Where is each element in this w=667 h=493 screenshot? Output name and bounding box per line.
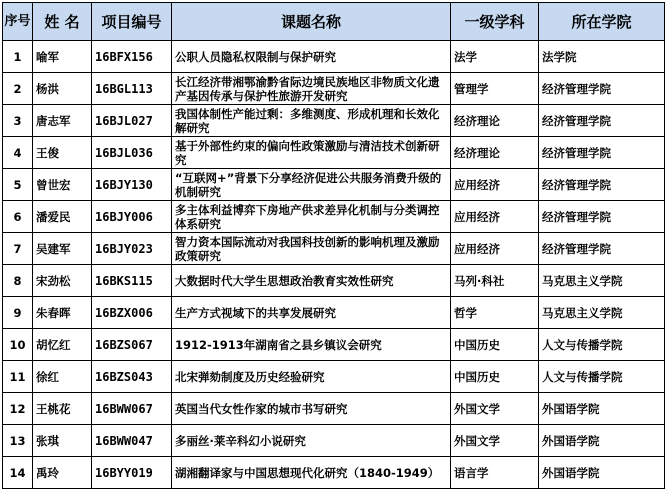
- cell-discipline: 中国历史: [451, 361, 539, 393]
- header-index: 序号: [3, 3, 33, 41]
- table-row: [3, 329, 665, 361]
- cell-college: 经济管理学院: [539, 201, 665, 233]
- cell-index: 11: [3, 361, 33, 393]
- cell-name: 朱春晖: [33, 297, 92, 329]
- cell-college: 人文与传播学院: [539, 329, 665, 361]
- cell-name: 唐志军: [33, 105, 92, 137]
- cell-project-title: 英国当代女性作家的城市书写研究: [172, 393, 451, 425]
- table-row: [3, 393, 665, 425]
- cell-name: 张琪: [33, 425, 92, 457]
- cell-college: 马克思主义学院: [539, 297, 665, 329]
- cell-discipline: 经济理论: [451, 137, 539, 169]
- table-row: [3, 265, 665, 297]
- cell-name: 潘爱民: [33, 201, 92, 233]
- cell-college: 经济管理学院: [539, 73, 665, 105]
- table-row: [3, 297, 665, 329]
- cell-discipline: 语言学: [451, 457, 539, 489]
- project-table: [2, 2, 665, 489]
- cell-index: 8: [3, 265, 33, 297]
- cell-discipline: 哲学: [451, 297, 539, 329]
- table-row: [3, 361, 665, 393]
- cell-index: 13: [3, 425, 33, 457]
- table-row: [3, 105, 665, 137]
- cell-discipline: 管理学: [451, 73, 539, 105]
- cell-project-title: 多丽丝·莱辛科幻小说研究: [172, 425, 451, 457]
- cell-project-title: 智力资本国际流动对我国科技创新的影响机理及激励政策研究: [172, 233, 451, 265]
- header-row: [3, 3, 665, 41]
- cell-discipline: 中国历史: [451, 329, 539, 361]
- cell-project-code: 16BGL113: [92, 73, 172, 105]
- cell-name: 王桃花: [33, 393, 92, 425]
- cell-index: 10: [3, 329, 33, 361]
- table-body: [3, 41, 665, 489]
- cell-project-title: 生产方式视域下的共享发展研究: [172, 297, 451, 329]
- cell-index: 4: [3, 137, 33, 169]
- table-row: [3, 457, 665, 489]
- header-discipline: 一级学科: [451, 3, 539, 41]
- cell-discipline: 外国文学: [451, 393, 539, 425]
- cell-project-code: 16BZS067: [92, 329, 172, 361]
- cell-index: 6: [3, 201, 33, 233]
- cell-college: 人文与传播学院: [539, 361, 665, 393]
- cell-discipline: 外国文学: [451, 425, 539, 457]
- table-row: [3, 233, 665, 265]
- cell-name: 禹玲: [33, 457, 92, 489]
- cell-index: 2: [3, 73, 33, 105]
- header-name: 姓 名: [33, 3, 92, 41]
- table-row: [3, 137, 665, 169]
- cell-discipline: 应用经济: [451, 169, 539, 201]
- cell-index: 1: [3, 41, 33, 73]
- cell-college: 外国语学院: [539, 425, 665, 457]
- cell-project-code: 16BWW067: [92, 393, 172, 425]
- cell-discipline: 马列·科社: [451, 265, 539, 297]
- cell-project-title: 我国体制性产能过剩：多维测度、形成机理和长效化解研究: [172, 105, 451, 137]
- cell-college: 经济管理学院: [539, 105, 665, 137]
- cell-name: 王俊: [33, 137, 92, 169]
- cell-project-title: 公职人员隐私权限制与保护研究: [172, 41, 451, 73]
- cell-project-code: 16BZX006: [92, 297, 172, 329]
- cell-name: 吴建军: [33, 233, 92, 265]
- table-row: [3, 73, 665, 105]
- cell-index: 9: [3, 297, 33, 329]
- cell-college: 经济管理学院: [539, 169, 665, 201]
- header-project-title: 课题名称: [172, 3, 451, 41]
- cell-project-title: 大数据时代大学生思想政治教育实效性研究: [172, 265, 451, 297]
- cell-index: 12: [3, 393, 33, 425]
- cell-project-title: 基于外部性约束的偏向性政策激励与清洁技术创新研究: [172, 137, 451, 169]
- cell-name: 胡忆红: [33, 329, 92, 361]
- cell-index: 3: [3, 105, 33, 137]
- cell-project-title: “互联网+”背景下分享经济促进公共服务消费升级的机制研究: [172, 169, 451, 201]
- cell-name: 曾世宏: [33, 169, 92, 201]
- cell-discipline: 法学: [451, 41, 539, 73]
- header-college: 所在学院: [539, 3, 665, 41]
- cell-name: 徐红: [33, 361, 92, 393]
- cell-discipline: 应用经济: [451, 233, 539, 265]
- cell-project-title: 湖湘翻译家与中国思想现代化研究（1840-1949）: [172, 457, 451, 489]
- cell-project-code: 16BJL036: [92, 137, 172, 169]
- cell-project-title: 北宋弹劾制度及历史经验研究: [172, 361, 451, 393]
- cell-project-code: 16BZS043: [92, 361, 172, 393]
- cell-name: 喻军: [33, 41, 92, 73]
- cell-college: 外国语学院: [539, 393, 665, 425]
- cell-college: 马克思主义学院: [539, 265, 665, 297]
- cell-project-title: 多主体利益博弈下房地产供求差异化机制与分类调控体系研究: [172, 201, 451, 233]
- cell-name: 宋劲松: [33, 265, 92, 297]
- cell-project-title: 1912-1913年湖南省之县乡镇议会研究: [172, 329, 451, 361]
- cell-project-code: 16BFX156: [92, 41, 172, 73]
- cell-college: 经济管理学院: [539, 233, 665, 265]
- table-row: [3, 169, 665, 201]
- table-row: [3, 425, 665, 457]
- cell-index: 5: [3, 169, 33, 201]
- cell-discipline: 经济理论: [451, 105, 539, 137]
- cell-project-code: 16BJL027: [92, 105, 172, 137]
- cell-project-title: 长江经济带湘鄂渝黔省际边境民族地区非物质文化遗产基因传承与保护性旅游开发研究: [172, 73, 451, 105]
- cell-college: 外国语学院: [539, 457, 665, 489]
- cell-college: 经济管理学院: [539, 137, 665, 169]
- cell-project-code: 16BYY019: [92, 457, 172, 489]
- cell-project-code: 16BJY023: [92, 233, 172, 265]
- table-header: [3, 3, 665, 41]
- header-project-code: 项目编号: [92, 3, 172, 41]
- cell-project-code: 16BWW047: [92, 425, 172, 457]
- cell-project-code: 16BJY130: [92, 169, 172, 201]
- cell-discipline: 应用经济: [451, 201, 539, 233]
- cell-project-code: 16BKS115: [92, 265, 172, 297]
- table-row: [3, 41, 665, 73]
- table-row: [3, 201, 665, 233]
- cell-index: 7: [3, 233, 33, 265]
- cell-index: 14: [3, 457, 33, 489]
- cell-name: 杨洪: [33, 73, 92, 105]
- cell-college: 法学院: [539, 41, 665, 73]
- cell-project-code: 16BJY006: [92, 201, 172, 233]
